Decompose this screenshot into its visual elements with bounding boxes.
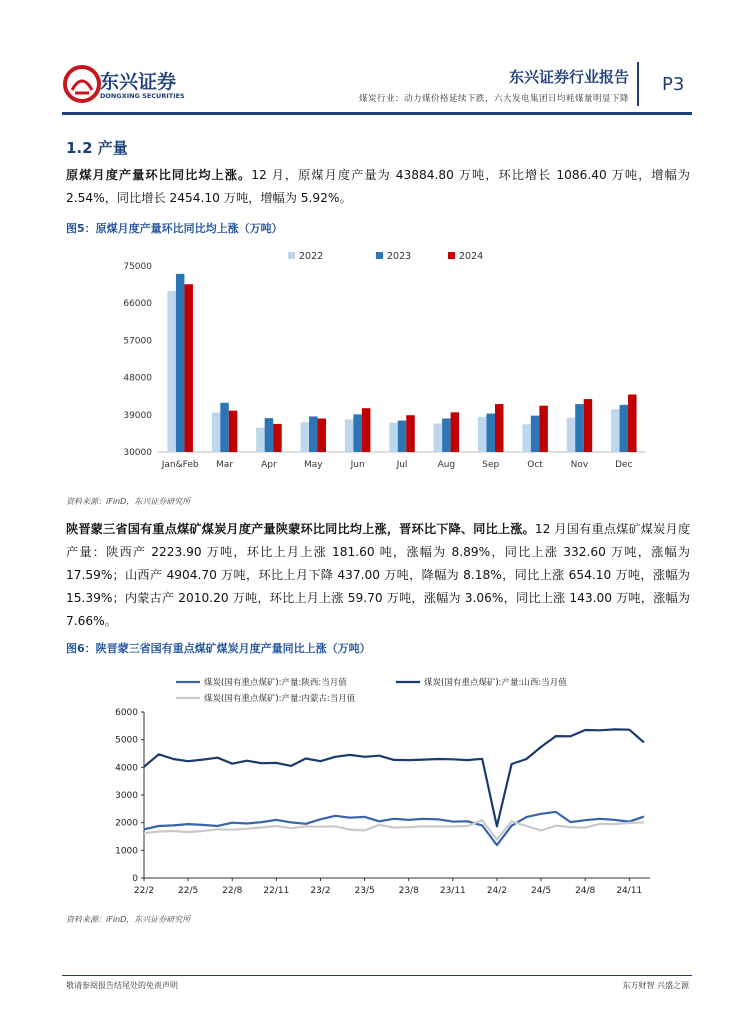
bar-2023-0 [176,274,185,452]
x-tick-label: 22/2 [133,886,155,896]
bar-2022-5 [389,423,398,452]
x-tick-label: Oct [527,460,543,470]
x-tick-label: 23/11 [439,886,466,896]
bar-2023-3 [309,416,318,452]
figure-5-title: 图5：原煤月度产量环比同比均上涨（万吨） [66,222,283,235]
footer-disclaimer: 敬请参阅报告结尾处的免责声明 [66,981,178,990]
paragraph-output-lead: 原煤月度产量环比同比均上涨。 [66,168,252,182]
y-tick-label: 3000 [115,791,138,801]
legend-label-1: 煤炭(国有重点煤矿):产量:山西:当月值 [424,678,567,688]
y-tick-label: 2000 [115,818,138,829]
x-tick-label: 24/11 [616,886,643,896]
x-tick-label: Jul [396,460,408,470]
bar-2024-2 [273,424,282,452]
bar-2024-6 [451,412,460,452]
legend-swatch-2023 [376,252,383,259]
x-tick-label: 24/2 [486,886,508,896]
y-tick-label: 30000 [123,448,152,458]
company-logo [62,64,202,104]
figure-6-source: 资料来源：iFinD，东兴证券研究所 [66,915,191,924]
bar-2022-1 [212,412,221,452]
y-tick-label: 48000 [123,373,152,384]
bar-2023-9 [575,404,584,452]
logo-mark-icon [62,64,102,104]
section-title: 1.2 产量 [66,139,128,157]
figure-5-source: 资料来源：iFinD，东兴证券研究所 [66,497,191,506]
series-line-2 [144,820,644,839]
legend-label-2022: 2022 [299,251,324,262]
x-tick-label: May [303,460,323,470]
bar-2024-1 [229,411,238,452]
y-tick-label: 66000 [123,299,152,310]
figure-6-chart [66,668,666,904]
x-tick-label: Aug [437,460,456,470]
bar-2022-9 [567,418,576,452]
x-tick-label: 22/5 [178,886,199,896]
figure-5-chart [66,240,666,480]
legend-swatch-2024 [448,252,455,259]
legend-label-2: 煤炭(国有重点煤矿):产量:内蒙古:当月值 [204,694,356,704]
x-tick-label: Apr [261,460,277,470]
x-tick-label: Jun [350,460,365,470]
bar-2022-3 [301,422,310,452]
header-rule [62,112,692,115]
footer-rule [62,975,692,976]
paragraph-provinces-body: 12 月国有重点煤矿煤炭月度产量：陕西产 2223.90 万吨，环比上月上涨 181.60 吨，涨幅为 8.89%，同比上涨 332.60 万吨，涨幅为 17.59%；山西产 4904.70 万吨，环比上月下降 437.00 万吨，降幅为 8.18%，同比上涨 654.10 万吨，涨幅为 15.39%；内蒙古产 2010.20 万吨，环比上月上涨 59.70 万吨，涨幅为 3.06%，同比上涨 143.00 万吨，涨幅为 7.66%。 [66,522,691,628]
y-tick-label: 75000 [123,262,152,272]
paragraph-output [66,164,690,210]
y-tick-label: 39000 [123,410,152,421]
figure-6-title: 图6：陕晋蒙三省国有重点煤矿煤炭月度产量同比上涨（万吨） [66,642,371,655]
bar-2024-0 [184,284,193,452]
legend-label-2024: 2024 [459,251,484,262]
bar-2022-4 [345,419,354,452]
bar-2022-0 [167,291,176,452]
x-tick-label: Dec [615,460,633,470]
x-tick-label: Nov [570,460,589,470]
bar-2023-5 [398,421,407,452]
y-tick-label: 0 [132,874,138,884]
report-subtitle: 煤炭行业：动力煤价格延续下跌，六大发电集团日均耗煤量明显下降 [358,94,629,104]
paragraph-provinces-lead: 陕晋蒙三省国有重点煤矿煤炭月度产量陕蒙环比同比均上涨，晋环比下降、同比上涨。 [66,522,535,536]
bar-2023-2 [265,418,274,452]
y-tick-label: 6000 [115,708,138,718]
x-tick-label: 23/2 [310,886,331,896]
bar-2024-9 [584,399,593,452]
x-tick-label: 23/5 [354,886,375,896]
x-tick-label: Mar [216,460,234,470]
bar-2023-8 [531,416,540,452]
page-number: P3 [662,74,685,95]
x-tick-label: 24/5 [530,886,552,896]
bar-2023-4 [353,414,362,452]
bar-2022-2 [256,428,265,452]
bar-2024-3 [318,419,327,452]
y-tick-label: 57000 [123,336,152,347]
logo-text-cn: 东兴证券 [100,71,177,93]
legend-label-0: 煤炭(国有重点煤矿):产量:陕西:当月值 [204,678,347,688]
footer-slogan: 东方财智 兴盛之源 [622,981,689,990]
bar-2022-10 [611,409,620,452]
y-tick-label: 4000 [115,763,138,774]
paragraph-output-body: 12 月，原煤月度产量为 43884.80 万吨，环比增长 1086.40 万吨，增幅为 2.54%，同比增长 2454.10 万吨，增幅为 5.92%。 [66,168,690,205]
bar-2022-7 [478,417,487,452]
bar-2024-7 [495,404,504,452]
bar-2024-4 [362,408,371,452]
paragraph-provinces [66,518,690,633]
x-tick-label: 22/8 [222,886,243,896]
series-line-1 [144,729,644,826]
logo-text-en: DONGXING SECURITIES [100,92,185,100]
report-type: 东兴证券行业报告 [508,68,629,86]
header-divider [637,62,639,106]
legend-swatch-2022 [288,252,295,259]
bar-2024-8 [539,406,548,452]
bar-2022-6 [434,423,443,452]
bar-2024-5 [406,415,415,452]
y-tick-label: 1000 [115,846,138,857]
x-tick-label: 24/8 [575,886,596,896]
bar-2024-10 [628,395,637,452]
bar-2023-10 [620,405,629,452]
bar-2023-1 [220,403,229,452]
x-tick-label: 22/11 [263,886,290,896]
bar-2022-8 [522,424,531,452]
x-tick-label: 23/8 [398,886,419,896]
y-tick-label: 5000 [115,735,138,746]
bar-2023-7 [486,414,495,452]
bar-2023-6 [442,419,451,452]
x-tick-label: Sep [482,460,500,470]
x-tick-label: Jan&Feb [161,460,199,470]
legend-label-2023: 2023 [387,251,412,262]
